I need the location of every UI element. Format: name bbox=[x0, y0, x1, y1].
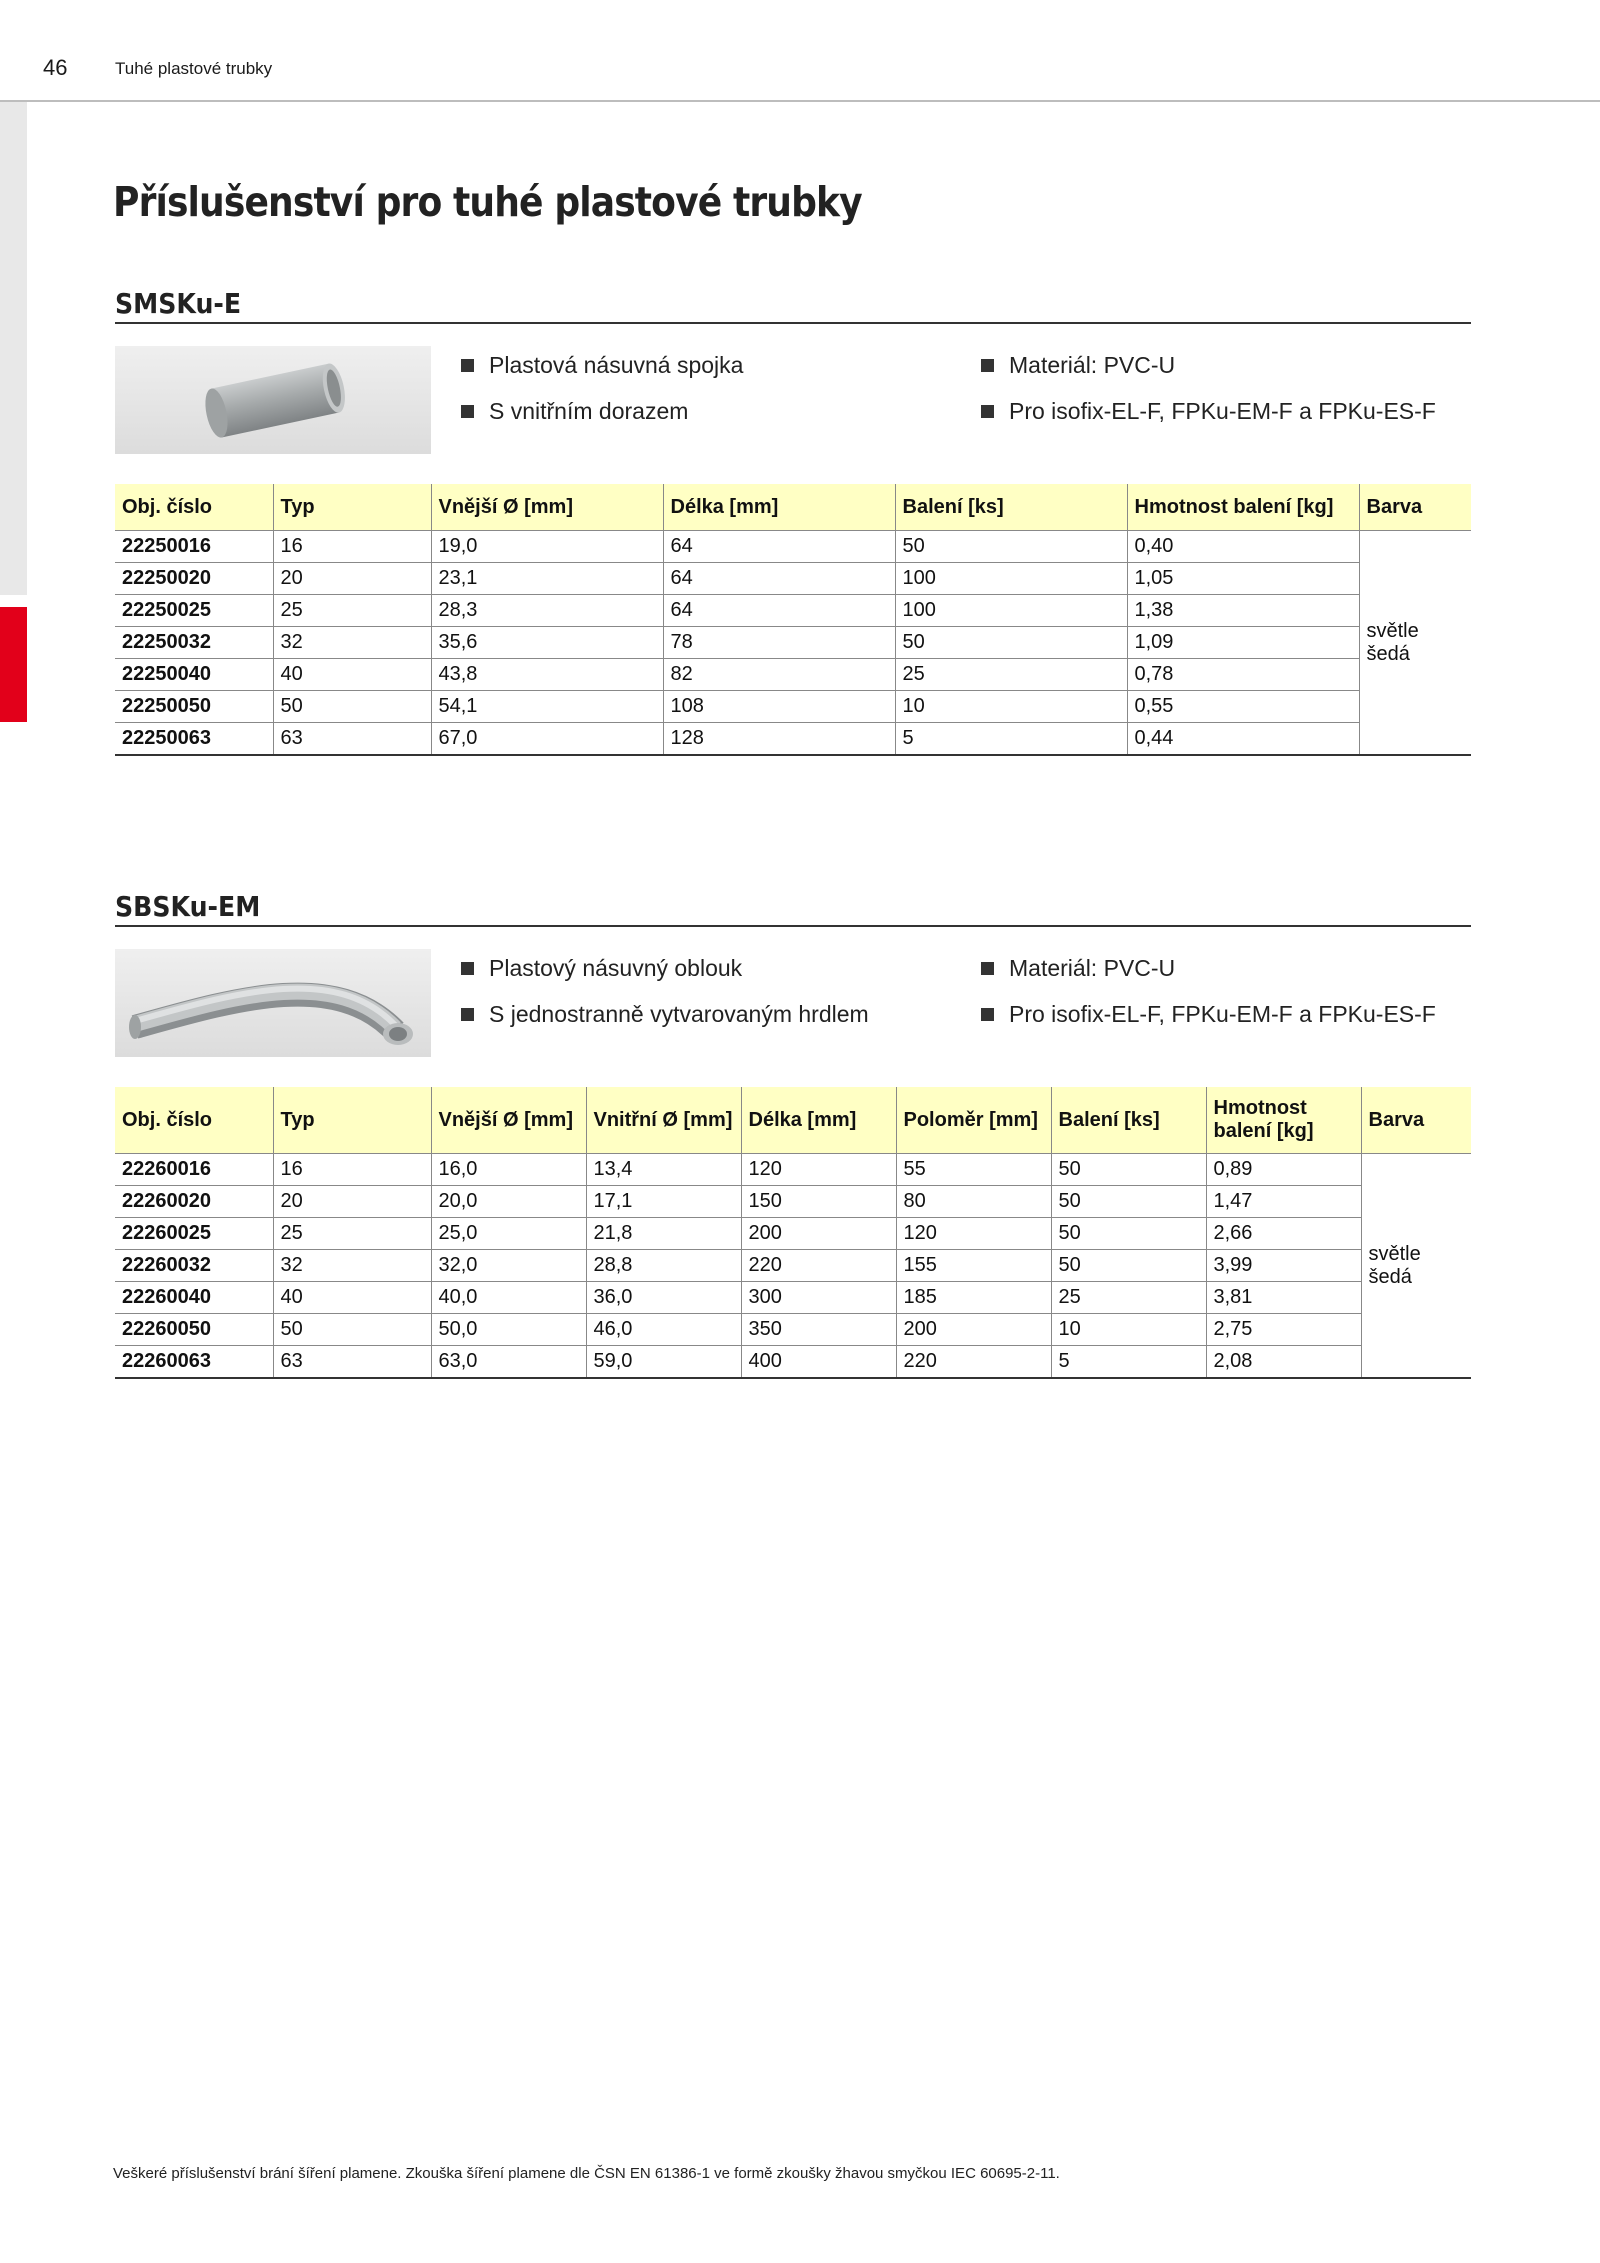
table-cell: 3,99 bbox=[1206, 1250, 1361, 1282]
table-row bbox=[115, 531, 1471, 563]
table-cell: 54,1 bbox=[431, 691, 663, 723]
order-number: 22260040 bbox=[115, 1282, 273, 1314]
footnote: Veškeré příslušenství brání šíření plamene. Zkouška šíření plamene dle ČSN EN 61386-1 ve formě zkoušky žhavou smyčkou IEC 60695-2-11. bbox=[113, 2165, 1060, 2182]
column-header: Barva bbox=[1361, 1087, 1471, 1154]
table-cell: 16,0 bbox=[431, 1154, 586, 1186]
product-info bbox=[115, 324, 1471, 484]
table-cell: 150 bbox=[741, 1186, 896, 1218]
table-cell: 25 bbox=[273, 1218, 431, 1250]
table-row bbox=[115, 659, 1471, 691]
table-cell: 2,08 bbox=[1206, 1346, 1361, 1379]
table-cell: 32 bbox=[273, 1250, 431, 1282]
square-bullet-icon bbox=[461, 962, 474, 975]
spec-table bbox=[115, 1087, 1471, 1379]
section-heading: SMSKu-E bbox=[115, 282, 1471, 324]
section-sbsku-em bbox=[115, 885, 1471, 1379]
table-cell: 50 bbox=[1051, 1186, 1206, 1218]
table-cell: 78 bbox=[663, 627, 895, 659]
table-cell: 3,81 bbox=[1206, 1282, 1361, 1314]
column-header: Typ bbox=[273, 484, 431, 531]
table-cell: 13,4 bbox=[586, 1154, 741, 1186]
chapter-marker bbox=[0, 607, 27, 722]
table-cell: 0,78 bbox=[1127, 659, 1359, 691]
square-bullet-icon bbox=[981, 962, 994, 975]
table-cell: 32,0 bbox=[431, 1250, 586, 1282]
table-cell: 82 bbox=[663, 659, 895, 691]
table-row bbox=[115, 1218, 1471, 1250]
table-row bbox=[115, 627, 1471, 659]
table-cell: 0,44 bbox=[1127, 723, 1359, 756]
table-cell: 25 bbox=[273, 595, 431, 627]
table-cell: 2,75 bbox=[1206, 1314, 1361, 1346]
feature-list-right bbox=[981, 945, 1436, 1037]
table-cell: 50 bbox=[895, 627, 1127, 659]
section-smsku-e bbox=[115, 282, 1471, 756]
table-cell: 120 bbox=[741, 1154, 896, 1186]
feature-item: Pro isofix-EL-F, FPKu-EM-F a FPKu-ES-F bbox=[981, 388, 1436, 434]
table-cell: 50 bbox=[1051, 1250, 1206, 1282]
order-number: 22250040 bbox=[115, 659, 273, 691]
order-number: 22260063 bbox=[115, 1346, 273, 1379]
table-cell: 10 bbox=[895, 691, 1127, 723]
table-cell: 59,0 bbox=[586, 1346, 741, 1379]
table-cell: 400 bbox=[741, 1346, 896, 1379]
table-cell: 100 bbox=[895, 563, 1127, 595]
table-row bbox=[115, 1346, 1471, 1379]
table-cell: 20 bbox=[273, 563, 431, 595]
column-header: Balení [ks] bbox=[895, 484, 1127, 531]
square-bullet-icon bbox=[461, 1008, 474, 1021]
table-cell: 350 bbox=[741, 1314, 896, 1346]
square-bullet-icon bbox=[461, 405, 474, 418]
table-cell: 0,55 bbox=[1127, 691, 1359, 723]
table-cell: 155 bbox=[896, 1250, 1051, 1282]
column-header: Hmotnost balení [kg] bbox=[1206, 1087, 1361, 1154]
table-cell: 300 bbox=[741, 1282, 896, 1314]
bend-image bbox=[115, 949, 431, 1057]
spec-table bbox=[115, 484, 1471, 756]
feature-list-right bbox=[981, 342, 1436, 434]
square-bullet-icon bbox=[461, 359, 474, 372]
table-cell: 200 bbox=[896, 1314, 1051, 1346]
section-heading: SBSKu-EM bbox=[115, 885, 1471, 927]
table-row bbox=[115, 595, 1471, 627]
table-row bbox=[115, 1314, 1471, 1346]
table-cell: 2,66 bbox=[1206, 1218, 1361, 1250]
table-cell: 17,1 bbox=[586, 1186, 741, 1218]
table-cell: 5 bbox=[1051, 1346, 1206, 1379]
column-header: Vnější Ø [mm] bbox=[431, 484, 663, 531]
order-number: 22260050 bbox=[115, 1314, 273, 1346]
table-cell: 20,0 bbox=[431, 1186, 586, 1218]
column-header: Obj. číslo bbox=[115, 1087, 273, 1154]
table-cell: 55 bbox=[896, 1154, 1051, 1186]
side-margin-bar bbox=[0, 100, 27, 595]
table-cell: 16 bbox=[273, 1154, 431, 1186]
table-cell: 40 bbox=[273, 1282, 431, 1314]
table-cell: 108 bbox=[663, 691, 895, 723]
table-cell: 185 bbox=[896, 1282, 1051, 1314]
table-cell: 28,8 bbox=[586, 1250, 741, 1282]
table-cell: 63 bbox=[273, 1346, 431, 1379]
table-cell: 67,0 bbox=[431, 723, 663, 756]
column-header: Délka [mm] bbox=[741, 1087, 896, 1154]
order-number: 22250016 bbox=[115, 531, 273, 563]
table-cell: 50 bbox=[1051, 1154, 1206, 1186]
order-number: 22260032 bbox=[115, 1250, 273, 1282]
order-number: 22260016 bbox=[115, 1154, 273, 1186]
table-cell: 46,0 bbox=[586, 1314, 741, 1346]
table-cell: 21,8 bbox=[586, 1218, 741, 1250]
table-row bbox=[115, 1186, 1471, 1218]
table-cell: 50 bbox=[895, 531, 1127, 563]
order-number: 22250032 bbox=[115, 627, 273, 659]
square-bullet-icon bbox=[981, 405, 994, 418]
table-cell: 80 bbox=[896, 1186, 1051, 1218]
table-cell: 1,05 bbox=[1127, 563, 1359, 595]
order-number: 22250050 bbox=[115, 691, 273, 723]
column-header: Hmotnost balení [kg] bbox=[1127, 484, 1359, 531]
table-cell: 23,1 bbox=[431, 563, 663, 595]
table-cell: 120 bbox=[896, 1218, 1051, 1250]
table-cell: 64 bbox=[663, 531, 895, 563]
table-row bbox=[115, 563, 1471, 595]
column-header: Poloměr [mm] bbox=[896, 1087, 1051, 1154]
table-cell: 63,0 bbox=[431, 1346, 586, 1379]
table-cell: 35,6 bbox=[431, 627, 663, 659]
feature-item: Pro isofix-EL-F, FPKu-EM-F a FPKu-ES-F bbox=[981, 991, 1436, 1037]
color-cell: světle šedá bbox=[1361, 1154, 1471, 1379]
table-cell: 43,8 bbox=[431, 659, 663, 691]
feature-list-left bbox=[461, 945, 869, 1037]
coupling-image bbox=[115, 346, 431, 454]
table-cell: 128 bbox=[663, 723, 895, 756]
table-cell: 100 bbox=[895, 595, 1127, 627]
table-cell: 25,0 bbox=[431, 1218, 586, 1250]
table-cell: 16 bbox=[273, 531, 431, 563]
order-number: 22250025 bbox=[115, 595, 273, 627]
table-header-row bbox=[115, 484, 1471, 531]
table-cell: 40 bbox=[273, 659, 431, 691]
table-row bbox=[115, 1250, 1471, 1282]
column-header: Obj. číslo bbox=[115, 484, 273, 531]
table-cell: 19,0 bbox=[431, 531, 663, 563]
table-cell: 28,3 bbox=[431, 595, 663, 627]
table-cell: 32 bbox=[273, 627, 431, 659]
color-cell: světle šedá bbox=[1359, 531, 1471, 756]
table-row bbox=[115, 723, 1471, 756]
order-number: 22260025 bbox=[115, 1218, 273, 1250]
feature-item: S jednostranně vytvarovaným hrdlem bbox=[461, 991, 869, 1037]
order-number: 22250020 bbox=[115, 563, 273, 595]
order-number: 22250063 bbox=[115, 723, 273, 756]
table-cell: 64 bbox=[663, 595, 895, 627]
table-cell: 5 bbox=[895, 723, 1127, 756]
table-cell: 50 bbox=[273, 1314, 431, 1346]
table-cell: 63 bbox=[273, 723, 431, 756]
page-number: 46 bbox=[43, 55, 68, 80]
column-header: Vnitřní Ø [mm] bbox=[586, 1087, 741, 1154]
table-cell: 0,40 bbox=[1127, 531, 1359, 563]
table-cell: 10 bbox=[1051, 1314, 1206, 1346]
table-cell: 220 bbox=[741, 1250, 896, 1282]
feature-item: Plastový násuvný oblouk bbox=[461, 945, 869, 991]
table-cell: 50 bbox=[1051, 1218, 1206, 1250]
column-header: Délka [mm] bbox=[663, 484, 895, 531]
table-header-row bbox=[115, 1087, 1471, 1154]
running-title: Tuhé plastové trubky bbox=[115, 59, 273, 78]
table-cell: 25 bbox=[1051, 1282, 1206, 1314]
table-row bbox=[115, 691, 1471, 723]
table-cell: 36,0 bbox=[586, 1282, 741, 1314]
column-header: Barva bbox=[1359, 484, 1471, 531]
table-row bbox=[115, 1282, 1471, 1314]
product-info bbox=[115, 927, 1471, 1087]
table-cell: 200 bbox=[741, 1218, 896, 1250]
feature-item: Materiál: PVC-U bbox=[981, 342, 1436, 388]
table-row bbox=[115, 1154, 1471, 1186]
feature-item: S vnitřním dorazem bbox=[461, 388, 743, 434]
table-cell: 20 bbox=[273, 1186, 431, 1218]
table-cell: 50,0 bbox=[431, 1314, 586, 1346]
column-header: Balení [ks] bbox=[1051, 1087, 1206, 1154]
table-cell: 40,0 bbox=[431, 1282, 586, 1314]
square-bullet-icon bbox=[981, 359, 994, 372]
page-title: Příslušenství pro tuhé plastové trubky bbox=[113, 178, 862, 226]
table-cell: 50 bbox=[273, 691, 431, 723]
column-header: Typ bbox=[273, 1087, 431, 1154]
table-cell: 1,09 bbox=[1127, 627, 1359, 659]
feature-list-left bbox=[461, 342, 743, 434]
table-cell: 25 bbox=[895, 659, 1127, 691]
page-header bbox=[0, 0, 1600, 102]
feature-item: Plastová násuvná spojka bbox=[461, 342, 743, 388]
column-header: Vnější Ø [mm] bbox=[431, 1087, 586, 1154]
table-cell: 220 bbox=[896, 1346, 1051, 1379]
order-number: 22260020 bbox=[115, 1186, 273, 1218]
table-cell: 1,38 bbox=[1127, 595, 1359, 627]
feature-item: Materiál: PVC-U bbox=[981, 945, 1436, 991]
table-cell: 1,47 bbox=[1206, 1186, 1361, 1218]
table-cell: 64 bbox=[663, 563, 895, 595]
table-cell: 0,89 bbox=[1206, 1154, 1361, 1186]
square-bullet-icon bbox=[981, 1008, 994, 1021]
